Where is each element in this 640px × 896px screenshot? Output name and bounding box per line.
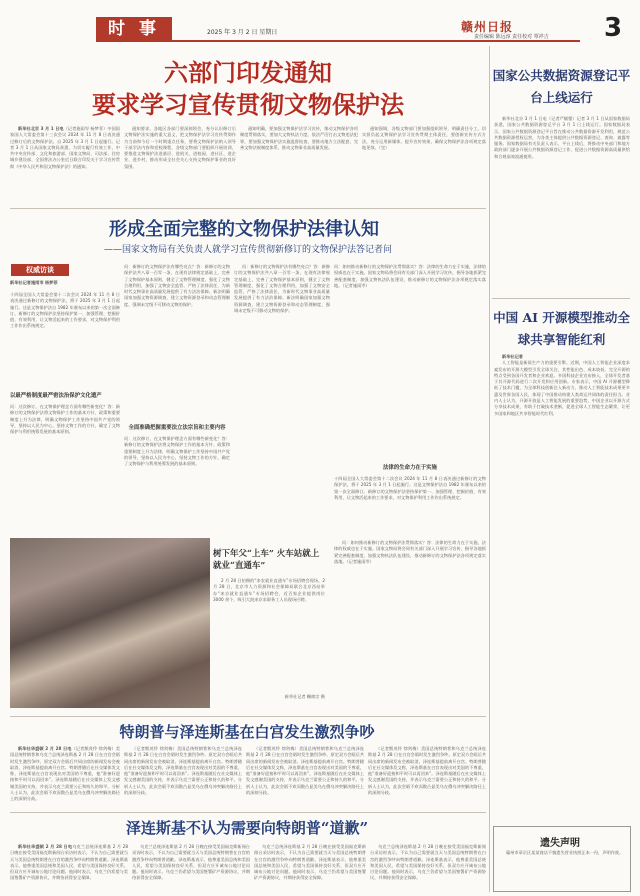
story2-q1-heading: 以最严格制度最严密法治保护文化遗产 [10, 393, 102, 399]
story3-byline: 新华社华盛顿 2 月 28 日电 [18, 746, 72, 751]
story3-col3-text: （记者熊茂伶 徐剑梅）美国总统特朗普和乌克兰总统泽连斯基 2 月 28 日在白宫会晤时发生激烈争吵。原定双方会晤后共同出席的新闻发布会被取消，泽连斯基提前离开白宫。特朗普随后在社交媒体发文称，泽连斯基在白宫表现出对美国的不尊重，他“准备好迎接和平时可以再回来”。泽连斯基随后在社交媒体上发文感谢美国的支持，并表示乌克兰需要公正和持久的和平。分析人士认为，此次会晤不欢而散凸显美乌在俄乌冲突解决路径上的深刻分歧。 [246, 746, 364, 796]
section-divider [10, 208, 486, 209]
interview-badge: 权威访谈 [11, 264, 69, 276]
story2-col3 [234, 264, 330, 534]
story2-col2 [124, 264, 230, 534]
story1-col3 [240, 126, 358, 206]
story4-headline: 泽连斯基不认为需要向特朗普“道歉” [125, 819, 369, 837]
story2-text-c: 问：新修订的文物保护法有哪些亮点？答：新修订的文物保护法共八章一百零一条，在现有法律规定基础上，完善了文物保护基本原则，健全了文物管理制度，强化了文物合理利用，加强了文物安全监管，严格了法律责任，为新时代文物事业高质量发展提供了有力法治保障。新法明确国家加强文物资源调查，建立文物资源登录和动态管理制度，强调未定级不可移动文物的保护。 [124, 264, 230, 307]
story3-col4 [368, 746, 486, 808]
right-story1-body [494, 116, 630, 292]
story2-col3-text: 问：新修订的文物保护法有哪些亮点？答：新修订的文物保护法共八章一百零一条，在现有法律规定基础上，完善了文物保护基本原则，健全了文物管理制度，强化了文物合理利用，加强了文物安全监管，严格了法律责任，为新时代文物事业高质量发展提供了有力法治保障。新法明确国家加强文物资源调查，建立文物资源登录和动态管理制度，强调未定级不可移动文物的保护。 [234, 264, 330, 314]
editor-credits: 责任编辑 陈远淳 责任校对 覃祥吉 [474, 34, 549, 40]
section-label: 时 事 [96, 17, 172, 42]
story2-text-d2: 十四届全国人大常委会第十二次会议 2024 年 11 月 8 日表决通过新修订的文物保护法，将于 2025 年 3 月 1 日起施行。这是文物保护法自 1982 年颁布以来的第一次全面修订。新修订的文物保护法坚持保护第一、加强管理、挖掘价值、有效利用、让文物活起来的工作要求，对文物保护利用工作作出系统规定。 [334, 476, 486, 500]
story2-byline: 新华社记者施雨岑 杨梦菲 [10, 280, 58, 285]
right-story1-headline: 国家公共数据资源登记平台上线运行 [492, 68, 631, 105]
story2-text-b: 问：这次修订，在文物保护理念方面有哪些新变化？答：新修订的文物保护法将文物保护工作的基本方针、政策和重要制度上升为法律，明确文物保护工作坚持中国共产党的领导，坚持以人民为中心，坚持文物工作的方针，确定了文物保护与利用统筹发展的基本原则。 [10, 404, 120, 435]
story2-text-a: 十四届全国人大常委会第十二次会议 2024 年 11 月 8 日表决通过新修订的文物保护法，将于 2025 年 3 月 1 日起施行。这是文物保护法自 1982 年颁布以来的第一次全面修订。新修订的文物保护法坚持保护第一、加强管理、挖掘价值、有效利用、让文物活起来的工作要求，对文物保护利用工作作出系统规定。 [10, 292, 120, 329]
news-photo [10, 538, 210, 708]
story4-col2-text: 乌克兰总统泽连斯基 2 月 28 日晚在接受美国福克斯新闻台采访时表示，不认为自己需要就当天与美国总统特朗普在白宫的激烈争吵向特朗普道歉。泽连斯基表示，他尊重美国总统和美国人民，希望与美国保持良好关系，但双方应开诚布公地讨论问题。他同时表示，乌克兰仍希望与美国签署矿产资源协议，并期待获得安全保障。 [132, 844, 250, 881]
section-divider [492, 298, 630, 299]
story4-col3 [254, 844, 366, 890]
story2-headline: 形成全面完整的文物保护法律认知 [109, 219, 379, 240]
story2-subheadline: ——国家文物局有关负责人就学习宣传贯彻新修订的文物保护法答记者问 [103, 245, 392, 255]
story1-col4-text: 通知强调，各级文物部门要加强组织领导，明确责任分工，切实担负起文物保护法学习宣传贯彻主体责任，要创新宣传方式方法，充分运用新媒体，提升宣传效果，确保文物保护法各项规定落地见效。（完） [362, 126, 486, 150]
right-story2-headline: 中国 AI 开源模型推动全球共享智能红利 [493, 310, 630, 347]
notice-body [498, 850, 624, 886]
right-story2-text: 人工智能是新质生产力的重要引擎。近期，中国人工智能企业深度求索发布的开源大模型引发全球关注，其性能出色、成本较低、完全开源的特点受到各国开发者和企业欢迎。多国科技企业宣布接入，全球开发者基于其开源代码进行二次开发和应用创新。专家表示，中国 AI 开源模型降低了技术门槛，为全球科技创新注入新动力，推动人工智能技术成果更多惠及世界各国人民，体现了中国推动构建人类命运共同体的责任担当。业内人士认为，开源开放是人工智能发展的重要趋势，中国企业以开源方式分享技术成果，有助于打破技术垄断，促进全球人工智能生态繁荣，让更多国家和地区共享智能时代红利。 [494, 360, 630, 416]
story1-headline-line1: 六部门印发通知 [164, 58, 332, 87]
story2-continuation [334, 540, 486, 710]
photo-caption-text: 2 月 28 日拍摄的“来农就业直通车”专场招聘会现场。2 月 28 日，北京市人力资源和社会保障局联合北京西站举办“来京就业直通车”专场招聘会，近百家企业提供岗位 3000 余个，吸引大批来京求职务工人员现场应聘。 [213, 578, 325, 602]
photo-caption [213, 578, 325, 688]
story4-col2 [132, 844, 250, 890]
story4-col4-text: 乌克兰总统泽连斯基 2 月 28 日晚在接受美国福克斯新闻台采访时表示，不认为自己需要就当天与美国总统特朗普在白宫的激烈争吵向特朗普道歉。泽连斯基表示，他尊重美国总统和美国人民，希望与美国保持良好关系，但双方应开诚布公地讨论问题。他同时表示，乌克兰仍希望与美国签署矿产资源协议，并期待获得安全保障。 [370, 844, 486, 881]
photo-credit: 新华社记者 鞠焕宗 摄 [284, 694, 325, 699]
page-header [0, 0, 640, 46]
story3-col2 [124, 746, 242, 808]
header-rule [172, 40, 580, 42]
page-number: 3 [603, 13, 623, 43]
column-divider [489, 46, 490, 892]
story3-col2-text: （记者熊茂伶 徐剑梅）美国总统特朗普和乌克兰总统泽连斯基 2 月 28 日在白宫会晤时发生激烈争吵。原定双方会晤后共同出席的新闻发布会被取消，泽连斯基提前离开白宫。特朗普随后在社交媒体发文称，泽连斯基在白宫表现出对美国的不尊重，他“准备好迎接和平时可以再回来”。泽连斯基随后在社交媒体上发文感谢美国的支持，并表示乌克兰需要公正和持久的和平。分析人士认为，此次会晤不欢而散凸显美乌在俄乌冲突解决路径上的深刻分歧。 [124, 746, 242, 796]
right-story2-body [494, 354, 630, 820]
story1-col2-text: 通知要求，各地区各部门要深刻领会，充分认识修订后文物保护法实施的重大意义，把文物保护法学习宣传贯彻作为当前和今后一个时期重点任务，要将文物保护法纳入领导干部学法内容和党校课程，各级文物部门要组织开展培训，要推进文物保护法进基层、进机关、进校园、进社区、进企业、进乡村，推动形成全社会关心支持文物保护事业的良好氛围。 [124, 126, 236, 169]
story4-col1 [10, 844, 128, 890]
section-divider [10, 812, 486, 813]
right-story2-byline: 新华社记者 [502, 354, 523, 359]
story1-byline: 新华社北京 3 月 1 日电 [18, 126, 64, 131]
story3-col3 [246, 746, 364, 808]
story1-col1 [10, 126, 120, 206]
story1-headline-line2: 要求学习宣传贯彻文物保护法 [92, 90, 404, 119]
story4-col3-text: 乌克兰总统泽连斯基 2 月 28 日晚在接受美国福克斯新闻台采访时表示，不认为自己需要就当天与美国总统特朗普在白宫的激烈争吵向特朗普道歉。泽连斯基表示，他尊重美国总统和美国人民，希望与美国保持良好关系，但双方应开诚布公地讨论问题。他同时表示，乌克兰仍希望与美国签署矿产资源协议，并期待获得安全保障。 [254, 844, 366, 881]
story2-col1 [10, 280, 120, 534]
story1-col1-text: （记者施雨岑 杨梦菲）中国国家国人大常委会第十三次会议 2024 年 11 月 8 日表决通过修订后的文物保护法，自 2025 年 3 月 1 日起施行。记者 3 月 1 日从国家文物局获悉，为切实履行有效工作，中共中央宣传部、文化和旅游部、国家文物局、司法部、住房城乡建设部、全国普法办公室近日联合印发关于学习宣传贯彻《中华人民共和国文物保护法》的通知。 [10, 126, 120, 169]
photo-headline: 树下年父“上车” 火车站就上就业“直通车” [213, 549, 320, 571]
story4-col4 [370, 844, 486, 890]
story2-continuation-text: 问：如何推动新修订的文物保护法贯彻落实？答：法律的生命力在于实施，法律的权威也在于实施。国家文物局将会同有关部门深入开展学习宣传，指导各地抓紧完善配套制度，加强文物执法队伍建设，推动新修订的文物保护法各项规定落实落地。（记者施雨岑） [334, 540, 486, 564]
story2-col4 [334, 264, 486, 534]
story2-text-d: 问：如何推动新修订的文物保护法贯彻落实？答：法律的生命力在于实施，法律的权威也在于实施。国家文物局将会同有关部门深入开展学习宣传，指导各地抓紧完善配套制度，加强文物执法队伍建设，推动新修订的文物保护法各项规定落实落地。（记者施雨岑） [334, 264, 486, 288]
right-story1-text: 新华社北京 3 月 1 日电（记者严赋憬）记者 3 月 1 日从国家数据局获悉，国家公共数据资源登记平台 3 月 1 日上线运行。国家数据局表示，国家公共数据资源登记平台旨在推动公共数据资源开发利用，规范公共数据资源授权运营，为各类主体提供公共数据资源登记、查询、披露等服务。国家数据局有关负责人表示，平台上线后，将推动中央部门和地方政府部门逐步开展公共数据资源登记工作，促进公共数据资源高质量供给和合规高效流通使用。 [494, 116, 630, 159]
story1-col3-text: 通知明确，要加强文物保护法学习宣传，推动文物保护各项制度贯彻落实，要加大文物执法力度，依法严厉打击文物违法犯罪，要加强文物保护法实施监督检查，要推动地方立法配套，完善文物法规制度体系，推动文物事业高质量发展。 [240, 126, 358, 150]
story2-q3-heading: 法律的生命力在于实施 [383, 465, 437, 471]
story3-col4-text: （记者熊茂伶 徐剑梅）美国总统特朗普和乌克兰总统泽连斯基 2 月 28 日在白宫会晤时发生激烈争吵。原定双方会晤后共同出席的新闻发布会被取消，泽连斯基提前离开白宫。特朗普随后在社交媒体发文称，泽连斯基在白宫表现出对美国的不尊重，他“准备好迎接和平时可以再回来”。泽连斯基随后在社交媒体上发文感谢美国的支持，并表示乌克兰需要公正和持久的和平。分析人士认为，此次会晤不欢而散凸显美乌在俄乌冲突解决路径上的深刻分歧。 [368, 746, 486, 796]
notice-text: 赣州市章贡区某某商店不慎遗失营业执照正本一份，声明作废。 [506, 850, 624, 855]
story3-text: （记者熊茂伶 徐剑梅）美国总统特朗普和乌克兰总统泽连斯基 2 月 28 日在白宫会晤时发生激烈争吵。原定双方会晤后共同出席的新闻发布会被取消，泽连斯基提前离开白宫。特朗普随后在社交媒体发文称，泽连斯基在白宫表现出对美国的不尊重，他“准备好迎接和平时可以再回来”。泽连斯基随后在社交媒体上发文感谢美国的支持，并表示乌克兰需要公正和持久的和平。分析人士认为，此次会晤不欢而散凸显美乌在俄乌冲突解决路径上的深刻分歧。 [10, 746, 120, 802]
story3-col1 [10, 746, 120, 808]
section-divider [10, 716, 486, 717]
story4-text: 乌克兰总统泽连斯基 2 月 28 日晚在接受美国福克斯新闻台采访时表示，不认为自己需要就当天与美国总统特朗普在白宫的激烈争吵向特朗普道歉。泽连斯基表示，他尊重美国总统和美国人民，希望与美国保持良好关系，但双方应开诚布公地讨论问题。他同时表示，乌克兰仍希望与美国签署矿产资源协议，并期待获得安全保障。 [10, 844, 128, 881]
story3-headline: 特朗普与泽连斯基在白宫发生激烈争吵 [119, 723, 375, 741]
notice-title: 遗失声明 [540, 838, 580, 849]
story2-text-c2: 问：这次修订，在文物保护理念方面有哪些新变化？答：新修订的文物保护法将文物保护工作的基本方针、政策和重要制度上升为法律，明确文物保护工作坚持中国共产党的领导，坚持以人民为中心，坚持文物工作的方针，确定了文物保护与利用统筹发展的基本原则。 [124, 436, 230, 467]
story1-col2 [124, 126, 236, 206]
issue-date: 2025 年 3 月 2 日 星期日 [207, 29, 278, 36]
newspaper-logo: 赣州日报 [461, 20, 514, 34]
story1-col4 [362, 126, 486, 206]
story2-q2-heading: 全面准确把握重要法立法宗旨和主要内容 [128, 425, 226, 431]
story4-byline: 新华社华盛顿 2 月 28 日电 [18, 844, 73, 849]
